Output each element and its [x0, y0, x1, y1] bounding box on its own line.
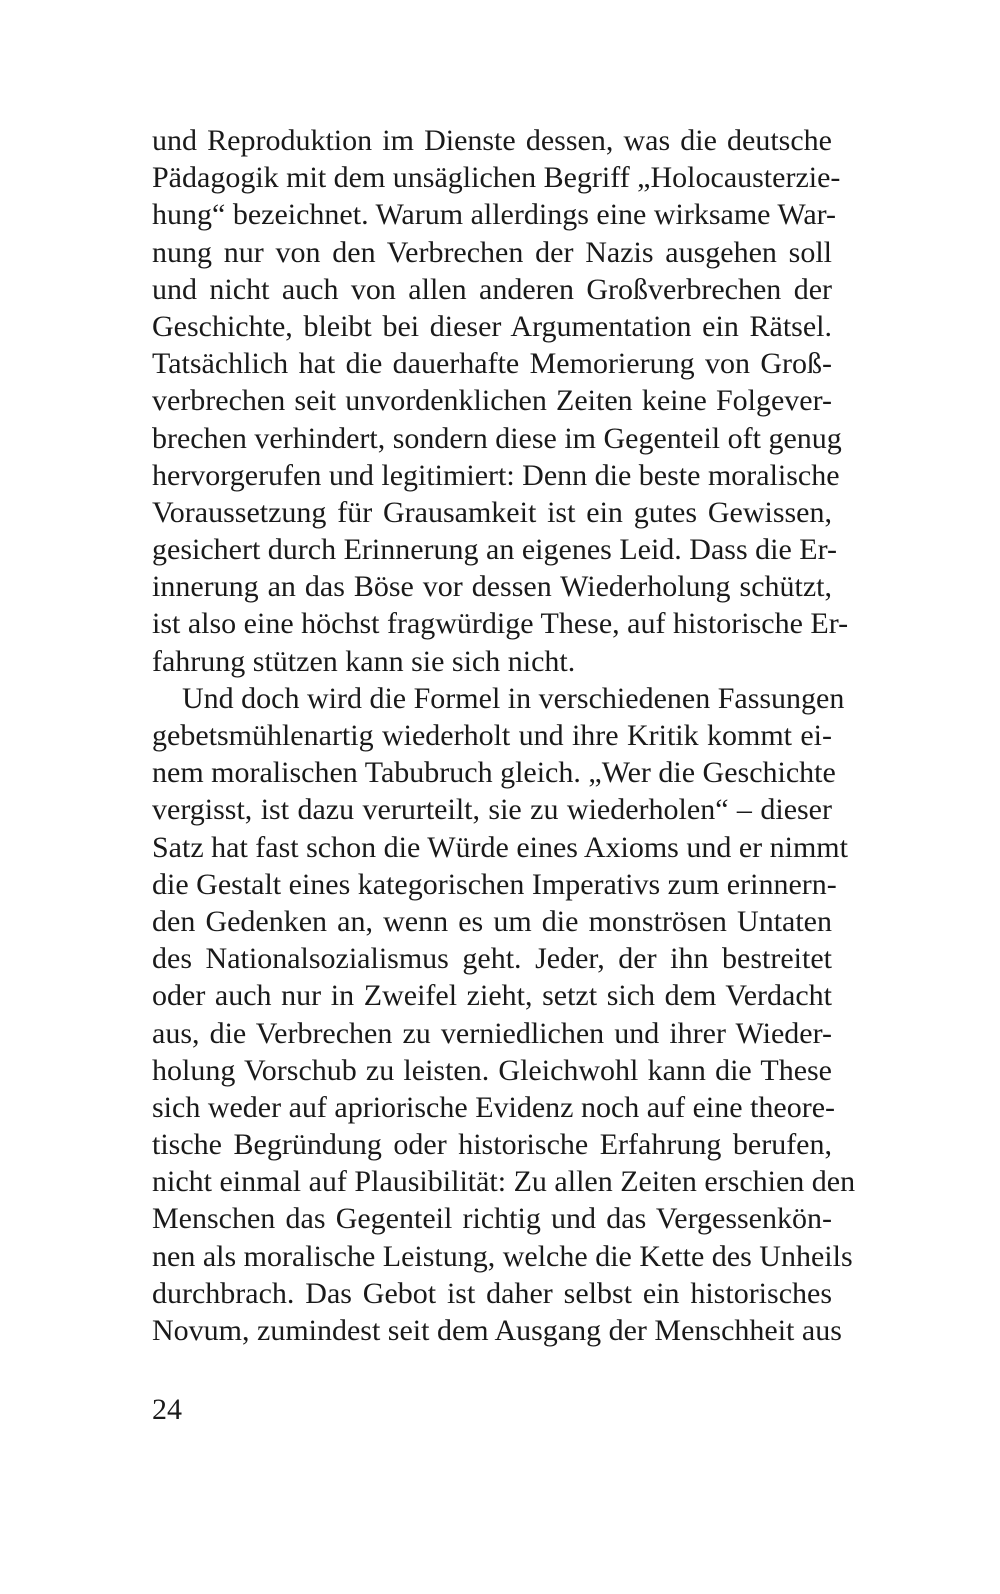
text-line: Menschen das Gegenteil richtig und das Vergessenkön- — [152, 1202, 832, 1236]
text-line: oder auch nur in Zweifel zieht, setzt sich dem Verdacht — [152, 979, 832, 1013]
text-line: vergisst, ist dazu verurteilt, sie zu wiederholen“ – dieser — [152, 793, 832, 827]
text-line: gesichert durch Erinnerung an eigenes Leid. Dass die Er- — [152, 533, 837, 567]
text-line: hung“ bezeichnet. Warum allerdings eine wirksame War- — [152, 198, 837, 232]
text-line: holung Vorschub zu leisten. Gleichwohl kann die These — [152, 1053, 832, 1087]
text-line: Tatsächlich hat die dauerhafte Memorierung von Groß- — [152, 347, 832, 381]
text-line: Voraussetzung für Grausamkeit ist ein gutes Gewissen, — [152, 495, 832, 529]
text-line: sich weder auf apriorische Evidenz noch auf eine theore- — [152, 1090, 836, 1124]
text-line: und nicht auch von allen anderen Großverbrechen der — [152, 272, 832, 306]
text-line: ist also eine höchst fragwürdige These, auf historische Er- — [152, 607, 849, 641]
text-line: Geschichte, bleibt bei dieser Argumentation ein Rätsel. — [152, 309, 832, 343]
text-line: Novum, zumindest seit dem Ausgang der Menschheit aus — [152, 1314, 842, 1347]
text-line: durchbrach. Das Gebot ist daher selbst ein historisches — [152, 1276, 832, 1310]
text-line: Pädagogik mit dem unsäglichen Begriff „Holocausterzie- — [152, 161, 841, 195]
text-line: nem moralischen Tabubruch gleich. „Wer die Geschichte — [152, 756, 836, 790]
text-line: und Reproduktion im Dienste dessen, was die deutsche — [152, 124, 832, 157]
text-line: fahrung stützen kann sie sich nicht. — [152, 644, 576, 678]
paragraph-1 — [152, 122, 849, 680]
text-line: die Gestalt eines kategorischen Imperativs zum erinnern- — [152, 867, 837, 901]
text-line: brechen verhindert, sondern diese im Gegenteil oft genug — [152, 421, 842, 455]
text-line: nicht einmal auf Plausibilität: Zu allen Zeiten erschien den — [152, 1165, 856, 1199]
text-line: hervorgerufen und legitimiert: Denn die beste moralische — [152, 458, 840, 492]
text-line: Satz hat fast schon die Würde eines Axioms und er nimmt — [152, 830, 848, 864]
text-line: den Gedenken an, wenn es um die monströsen Untaten — [152, 904, 832, 938]
text-line: nen als moralische Leistung, welche die Kette des Unheils — [152, 1239, 853, 1273]
text-line: innerung an das Böse vor dessen Wiederholung schützt, — [152, 570, 832, 604]
text-line: verbrechen seit unvordenklichen Zeiten keine Folgever- — [152, 384, 832, 418]
page-number: 24 — [152, 1393, 182, 1426]
text-line: des Nationalsozialismus geht. Jeder, der ihn bestreitet — [152, 942, 832, 976]
text-line: aus, die Verbrechen zu verniedlichen und ihrer Wieder- — [152, 1016, 832, 1050]
body-text — [152, 122, 856, 1349]
paragraph-2 — [152, 680, 856, 1349]
text-line: tische Begründung oder historische Erfahrung berufen, — [152, 1128, 832, 1162]
text-line: nung nur von den Verbrechen der Nazis ausgehen soll — [152, 235, 832, 269]
text-line: Und doch wird die Formel in verschiedenen Fassungen — [182, 681, 845, 715]
text-line: gebetsmühlenartig wiederholt und ihre Kritik kommt ei- — [152, 719, 832, 752]
